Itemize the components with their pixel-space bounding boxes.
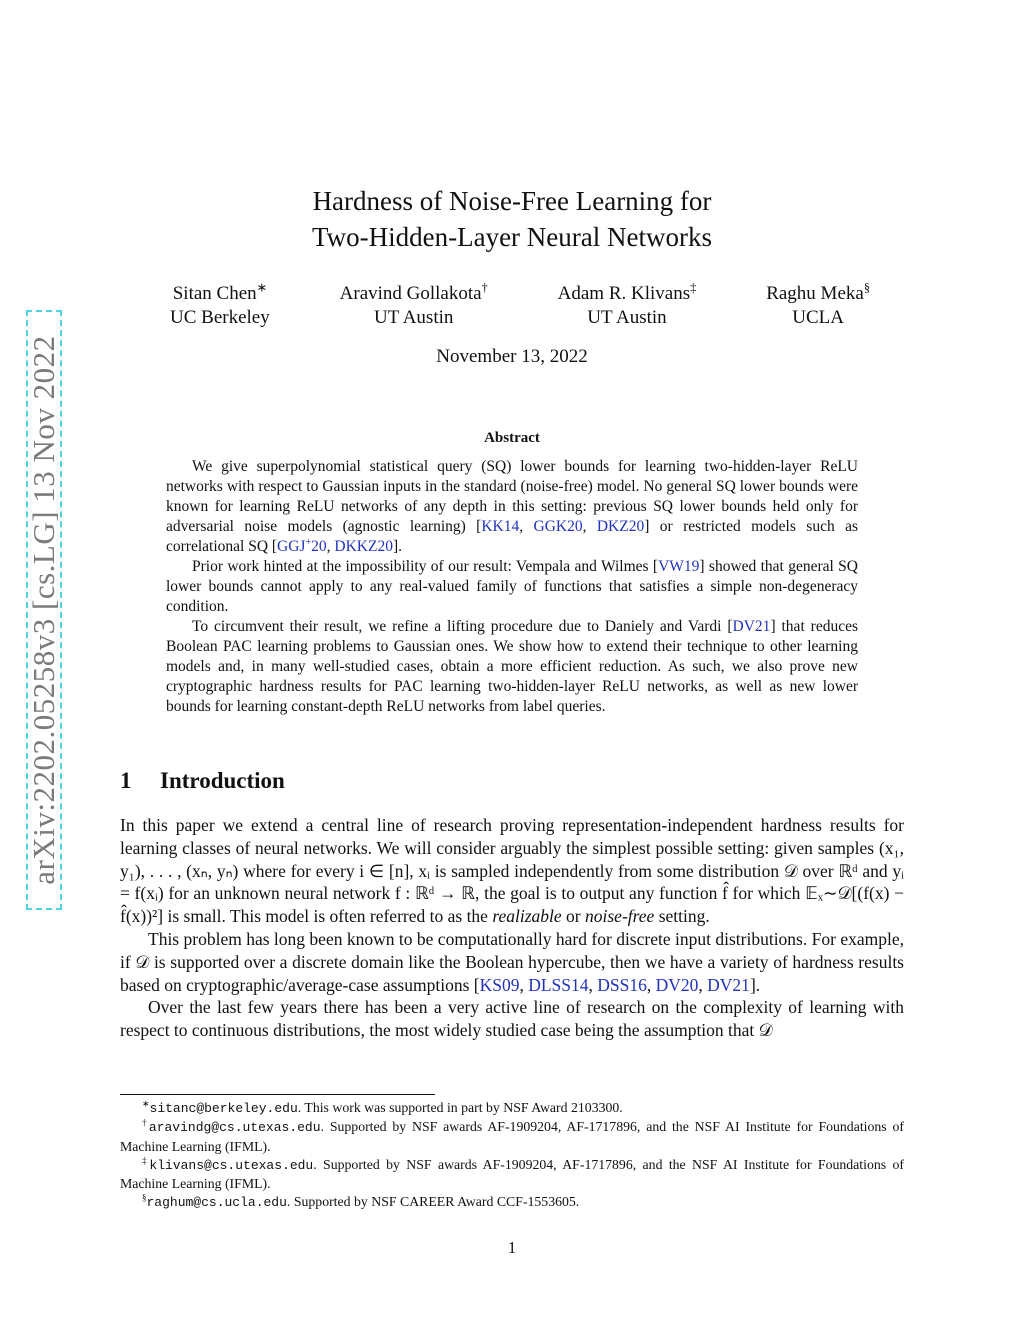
- footnote: ‡klivans@cs.utexas.edu. Supported by NSF awards AF-1909204, AF-1717896, and the NSF AI Institute for Foundations of Machine Learning (IFML).: [120, 1155, 904, 1192]
- author: [558, 282, 697, 330]
- section-title: Introduction: [160, 768, 285, 793]
- citation-link[interactable]: GGK20: [533, 518, 583, 535]
- publication-date: November 13, 2022: [436, 346, 588, 367]
- page-number: 1: [507, 1238, 517, 1257]
- citation-link[interactable]: DV21: [707, 974, 750, 995]
- citation-link[interactable]: DV20: [655, 974, 699, 995]
- abstract-body: [166, 457, 858, 717]
- author-affiliation: UC Berkeley: [170, 307, 270, 328]
- author: [340, 282, 488, 330]
- author-mark: ‡: [690, 280, 697, 295]
- author-affiliation: UCLA: [792, 307, 844, 328]
- author-affiliation: UT Austin: [587, 307, 667, 328]
- footnotes: [120, 1099, 904, 1213]
- body-paragraph: This problem has long been known to be computationally hard for discrete input distributions. For example, if 𝒟 is supported over a discrete domain like the Boolean hypercube, then we have a variety of hardness results based on cryptographic/average-case assumptions [KS09, DLSS14, DSS16, DV20, DV21].: [120, 928, 904, 995]
- footnote: †aravindg@cs.utexas.edu. Supported by NSF awards AF-1909204, AF-1717896, and the NSF AI Institute for Foundations of Machine Learning (IFML).: [120, 1117, 904, 1154]
- arxiv-stamp-text: arXiv:2202.05258v3 [cs.LG] 13 Nov 2022: [26, 335, 61, 885]
- author-mark: §: [863, 280, 870, 295]
- footnote: ∗sitanc@berkeley.edu. This work was supported in part by NSF Award 2103300.: [142, 1098, 623, 1116]
- author-name: Raghu Meka: [766, 283, 864, 304]
- citation-link[interactable]: DLSS14: [528, 974, 589, 995]
- abstract-heading: Abstract: [484, 430, 540, 446]
- author-name: Sitan Chen: [172, 283, 257, 304]
- footnote-rule: [120, 1094, 435, 1095]
- author-list: [170, 282, 870, 330]
- footnote-email[interactable]: aravindg@cs.utexas.edu: [148, 1120, 321, 1136]
- citation-link[interactable]: VW19: [658, 558, 700, 575]
- author-mark: ∗: [256, 280, 267, 295]
- abstract-paragraph: Prior work hinted at the impossibility of our result: Vempala and Wilmes [VW19] showed that general SQ lower bounds cannot apply to any real-valued family of functions that satisfies a simple non-degeneracy condition.: [166, 558, 858, 615]
- paper-title: [0, 183, 1024, 255]
- title-line-1: Hardness of Noise-Free Learning for: [312, 186, 712, 216]
- citation-link[interactable]: DKZ20: [596, 518, 645, 535]
- section-number: 1: [120, 768, 132, 793]
- footnote-email[interactable]: sitanc@berkeley.edu: [149, 1101, 298, 1116]
- body-paragraph: Over the last few years there has been a very active line of research on the complexity of learning with respect to continuous distributions, the most widely studied case being the assumption that 𝒟: [120, 997, 904, 1041]
- citation-link[interactable]: DKKZ20: [334, 538, 393, 555]
- arxiv-stamp: [26, 310, 62, 910]
- citation-link[interactable]: GGJ+20: [277, 536, 327, 555]
- intro-body: [120, 814, 904, 1042]
- abstract-paragraph: To circumvent their result, we refine a lifting procedure due to Daniely and Vardi [DV21] that reduces Boolean PAC learning problems to Gaussian ones. We show how to extend their technique to other learning models and, in many well-studied cases, obtain a more efficient reduction. As such, we also prove new cryptographic hardness results for PAC learning two-hidden-layer ReLU networks, as well as new lower bounds for learning constant-depth ReLU networks from label queries.: [166, 618, 858, 715]
- citation-link[interactable]: KS09: [479, 974, 520, 995]
- author-name: Adam R. Klivans: [557, 283, 691, 304]
- footnote: §raghum@cs.ucla.edu. Supported by NSF CAREER Award CCF-1553605.: [142, 1192, 580, 1211]
- author: [766, 282, 870, 330]
- footnote-email[interactable]: raghum@cs.ucla.edu: [146, 1195, 287, 1211]
- citation-link[interactable]: DV21: [732, 618, 771, 635]
- author: [170, 282, 270, 330]
- body-paragraph: In this paper we extend a central line of research proving representation-independent hardness results for learning classes of neural networks. We will consider arguably the simplest possible setting: given samples (x₁, y₁), . . . , (xₙ, yₙ) where for every i ∈ [n], xᵢ is sampled independently from some distribution 𝒟 over ℝᵈ and yᵢ = f(xᵢ) for an unknown neural network f : ℝᵈ → ℝ, the goal is to output any function f̂ for which 𝔼ₓ∼𝒟[(f(x) − f̂(x))²] is small. This model is often referred to as the realizable or noise-free setting.: [120, 815, 904, 927]
- citation-link[interactable]: DSS16: [597, 974, 647, 995]
- abstract-paragraph: We give superpolynomial statistical query (SQ) lower bounds for learning two-hidden-layer ReLU networks with respect to Gaussian inputs in the standard (noise-free) model. No general SQ lower bounds were known for learning ReLU networks of any depth in this setting: previous SQ lower bounds held only for adversarial noise models (agnostic learning) [KK14, GGK20, DKZ20] or restricted models such as correlational SQ [GGJ+20, DKKZ20].: [166, 458, 858, 555]
- author-name: Aravind Gollakota: [339, 283, 482, 304]
- title-line-2: Two-Hidden-Layer Neural Networks: [312, 222, 712, 252]
- section-heading: [120, 768, 285, 794]
- author-mark: †: [481, 280, 488, 295]
- citation-link[interactable]: KK14: [481, 518, 520, 535]
- footnote-email[interactable]: klivans@cs.utexas.edu: [149, 1157, 314, 1173]
- author-affiliation: UT Austin: [374, 307, 454, 328]
